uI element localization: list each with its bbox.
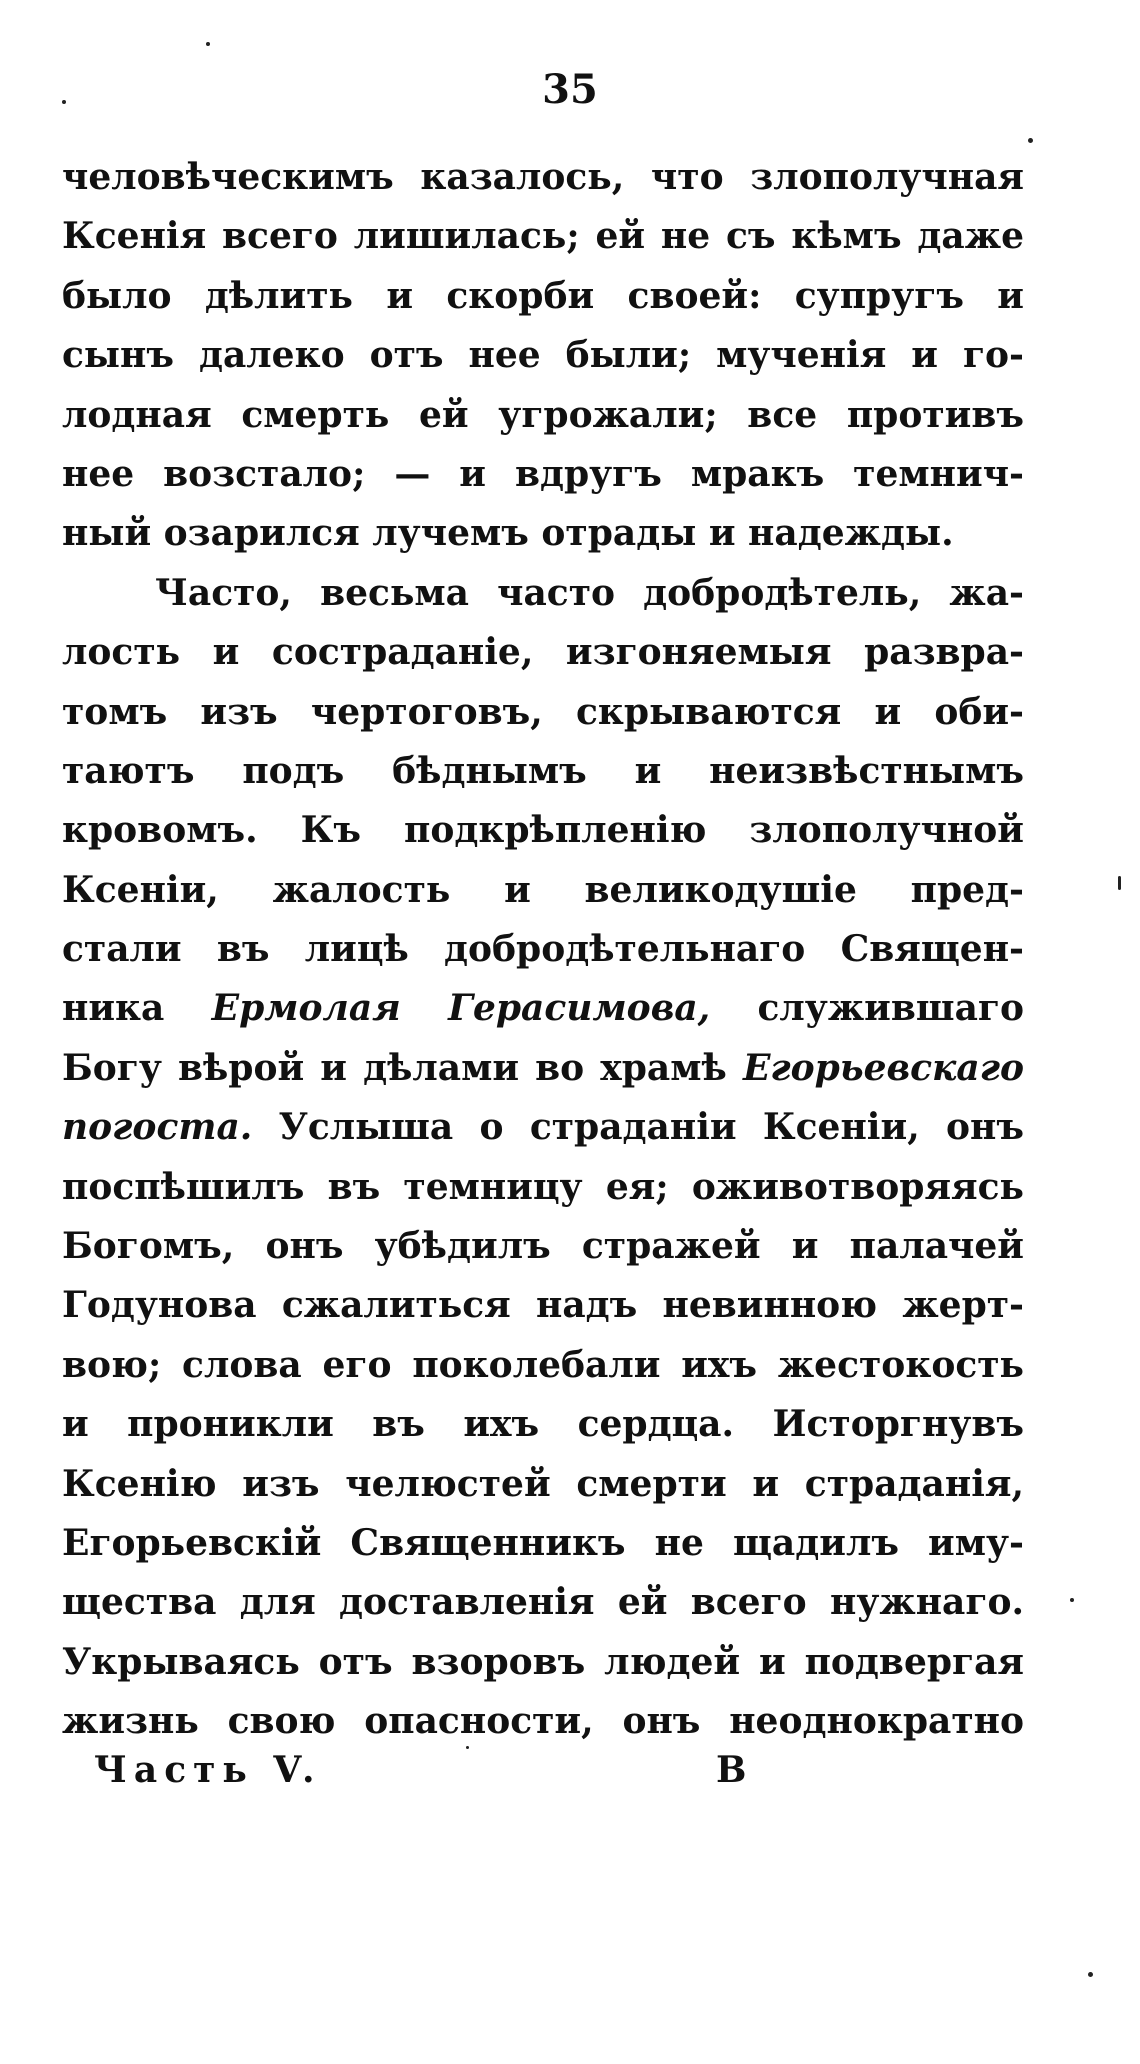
print-speck	[466, 1746, 469, 1749]
text-fragment: ника	[62, 987, 212, 1030]
page-footer	[0, 1740, 1140, 1800]
text-line: томъ изъ чертоговъ, скрываются и оби-	[62, 690, 1024, 733]
text-line: лость и состраданіе, изгоняемыя развра-	[62, 631, 1024, 674]
text-line: таютъ подъ бѣднымъ и неизвѣстнымъ	[62, 749, 1024, 792]
text-line: Ксенію изъ челюстей смерти и страданія,	[62, 1462, 1024, 1505]
part-label: Часть V.	[94, 1749, 322, 1791]
italic-priest-name: Ермолая Герасимова,	[211, 987, 711, 1030]
text-fragment: Богу вѣрой и дѣлами во храмѣ	[62, 1046, 743, 1089]
text-line: Ксенія всего лишилась; ей не съ кѣмъ даже	[62, 215, 1024, 258]
text-line: поспѣшилъ въ темницу ея; оживотворяясь	[62, 1165, 1024, 1208]
text-line	[62, 1098, 1024, 1157]
text-line: Укрываясь отъ взоровъ людей и подвергая	[62, 1640, 1024, 1683]
text-line: жизнь свою опасности, онъ неоднократно	[62, 1700, 1024, 1743]
text-line	[62, 979, 1024, 1038]
text-line: лодная смерть ей угрожали; все противъ	[62, 393, 1024, 436]
text-line: и проникли въ ихъ сердца. Исторгнувъ	[62, 1403, 1024, 1446]
print-speck	[1028, 138, 1033, 143]
print-speck	[1070, 1598, 1074, 1602]
text-line: вою; слова его поколебали ихъ жестокость	[62, 1343, 1024, 1386]
text-line: Егорьевскій Священникъ не щадилъ иму-	[62, 1521, 1024, 1564]
text-line: Богомъ, онъ убѣдилъ стражей и палачей	[62, 1225, 1024, 1268]
text-line: щества для доставленія ей всего нужнаго.	[62, 1581, 1024, 1624]
text-line: ный озарился лучемъ отрады и надежды.	[62, 512, 954, 555]
text-line: сынъ далеко отъ нее были; мученія и го-	[62, 334, 1024, 377]
print-speck	[206, 42, 210, 46]
text-line: кровомъ. Къ подкрѣпленію злополучной	[62, 809, 1024, 852]
text-line: человѣческимъ казалось, что злополучная	[62, 156, 1024, 198]
italic-place-name: погоста.	[62, 1106, 253, 1149]
text-line	[62, 1039, 1024, 1098]
italic-place-name: Егорьевскаго	[742, 1046, 1024, 1089]
print-speck	[1118, 876, 1121, 890]
text-fragment: Услыша о страданіи Ксеніи, онъ	[252, 1106, 1024, 1149]
text-fragment: служившаго	[710, 987, 1024, 1030]
signature-mark: В	[716, 1749, 747, 1791]
page-number: 35	[542, 66, 598, 113]
print-speck	[1088, 1972, 1093, 1977]
paragraph-start-line: Часто, весьма часто добродѣтель, жа-	[155, 571, 1024, 614]
text-line: Ксеніи, жалость и великодушіе пред-	[62, 868, 1024, 911]
print-speck	[62, 100, 66, 104]
text-line: было дѣлить и скорби своей: супругъ и	[62, 274, 1024, 317]
text-line: нее возстало; — и вдругъ мракъ темнич-	[62, 452, 1024, 495]
text-line: Годунова сжалиться надъ невинною жерт-	[62, 1284, 1024, 1327]
body-text	[62, 148, 1024, 1752]
text-line: стали въ лицѣ добродѣтельнаго Священ-	[62, 928, 1024, 971]
